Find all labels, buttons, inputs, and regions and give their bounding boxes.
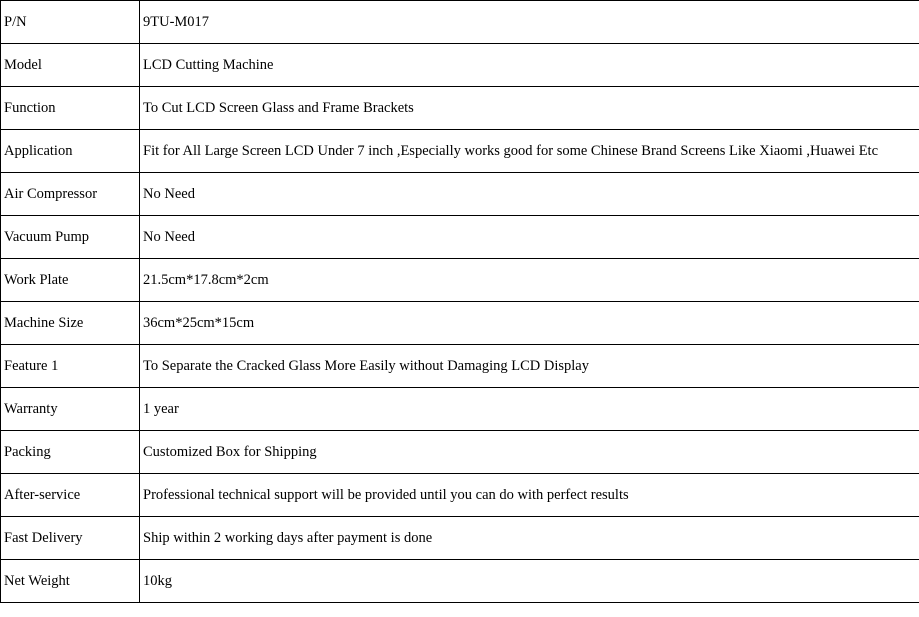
spec-label-cell: Machine Size: [1, 302, 140, 345]
spec-value-cell: Professional technical support will be provided until you can do with perfect results: [140, 474, 919, 517]
spec-label-cell: Vacuum Pump: [1, 216, 140, 259]
table-row: [1, 431, 919, 474]
spec-value-cell: 10kg: [140, 560, 919, 603]
table-row: [1, 259, 919, 302]
spec-value-cell: No Need: [140, 216, 919, 259]
spec-label-cell: Air Compressor: [1, 173, 140, 216]
table-row: [1, 388, 919, 431]
spec-label-cell: Feature 1: [1, 345, 140, 388]
table-row: [1, 517, 919, 560]
table-row: [1, 130, 919, 173]
spec-value-cell: Ship within 2 working days after payment is done: [140, 517, 919, 560]
spec-table-body: [1, 1, 919, 603]
table-row: [1, 560, 919, 603]
spec-label-cell: P/N: [1, 1, 140, 44]
spec-value-cell: LCD Cutting Machine: [140, 44, 919, 87]
spec-value-cell: 36cm*25cm*15cm: [140, 302, 919, 345]
table-row: [1, 345, 919, 388]
table-row: [1, 44, 919, 87]
table-row: [1, 302, 919, 345]
spec-label-cell: Fast Delivery: [1, 517, 140, 560]
spec-label-cell: Model: [1, 44, 140, 87]
spec-label-cell: Packing: [1, 431, 140, 474]
spec-value-cell: No Need: [140, 173, 919, 216]
table-row: [1, 173, 919, 216]
spec-value-cell: To Separate the Cracked Glass More Easily without Damaging LCD Display: [140, 345, 919, 388]
spec-value-cell: 1 year: [140, 388, 919, 431]
spec-label-cell: After-service: [1, 474, 140, 517]
spec-value-cell: 9TU-M017: [140, 1, 919, 44]
spec-label-cell: Work Plate: [1, 259, 140, 302]
spec-value-cell: To Cut LCD Screen Glass and Frame Brackets: [140, 87, 919, 130]
spec-label-cell: Warranty: [1, 388, 140, 431]
spec-value-cell: Customized Box for Shipping: [140, 431, 919, 474]
spec-label-cell: Function: [1, 87, 140, 130]
spec-label-cell: Net Weight: [1, 560, 140, 603]
table-row: [1, 1, 919, 44]
table-row: [1, 216, 919, 259]
spec-value-cell: Fit for All Large Screen LCD Under 7 inch ,Especially works good for some Chinese Brand Screens Like Xiaomi ,Huawei Etc: [140, 130, 919, 173]
spec-value-cell: 21.5cm*17.8cm*2cm: [140, 259, 919, 302]
table-row: [1, 87, 919, 130]
spec-label-cell: Application: [1, 130, 140, 173]
table-row: [1, 474, 919, 517]
